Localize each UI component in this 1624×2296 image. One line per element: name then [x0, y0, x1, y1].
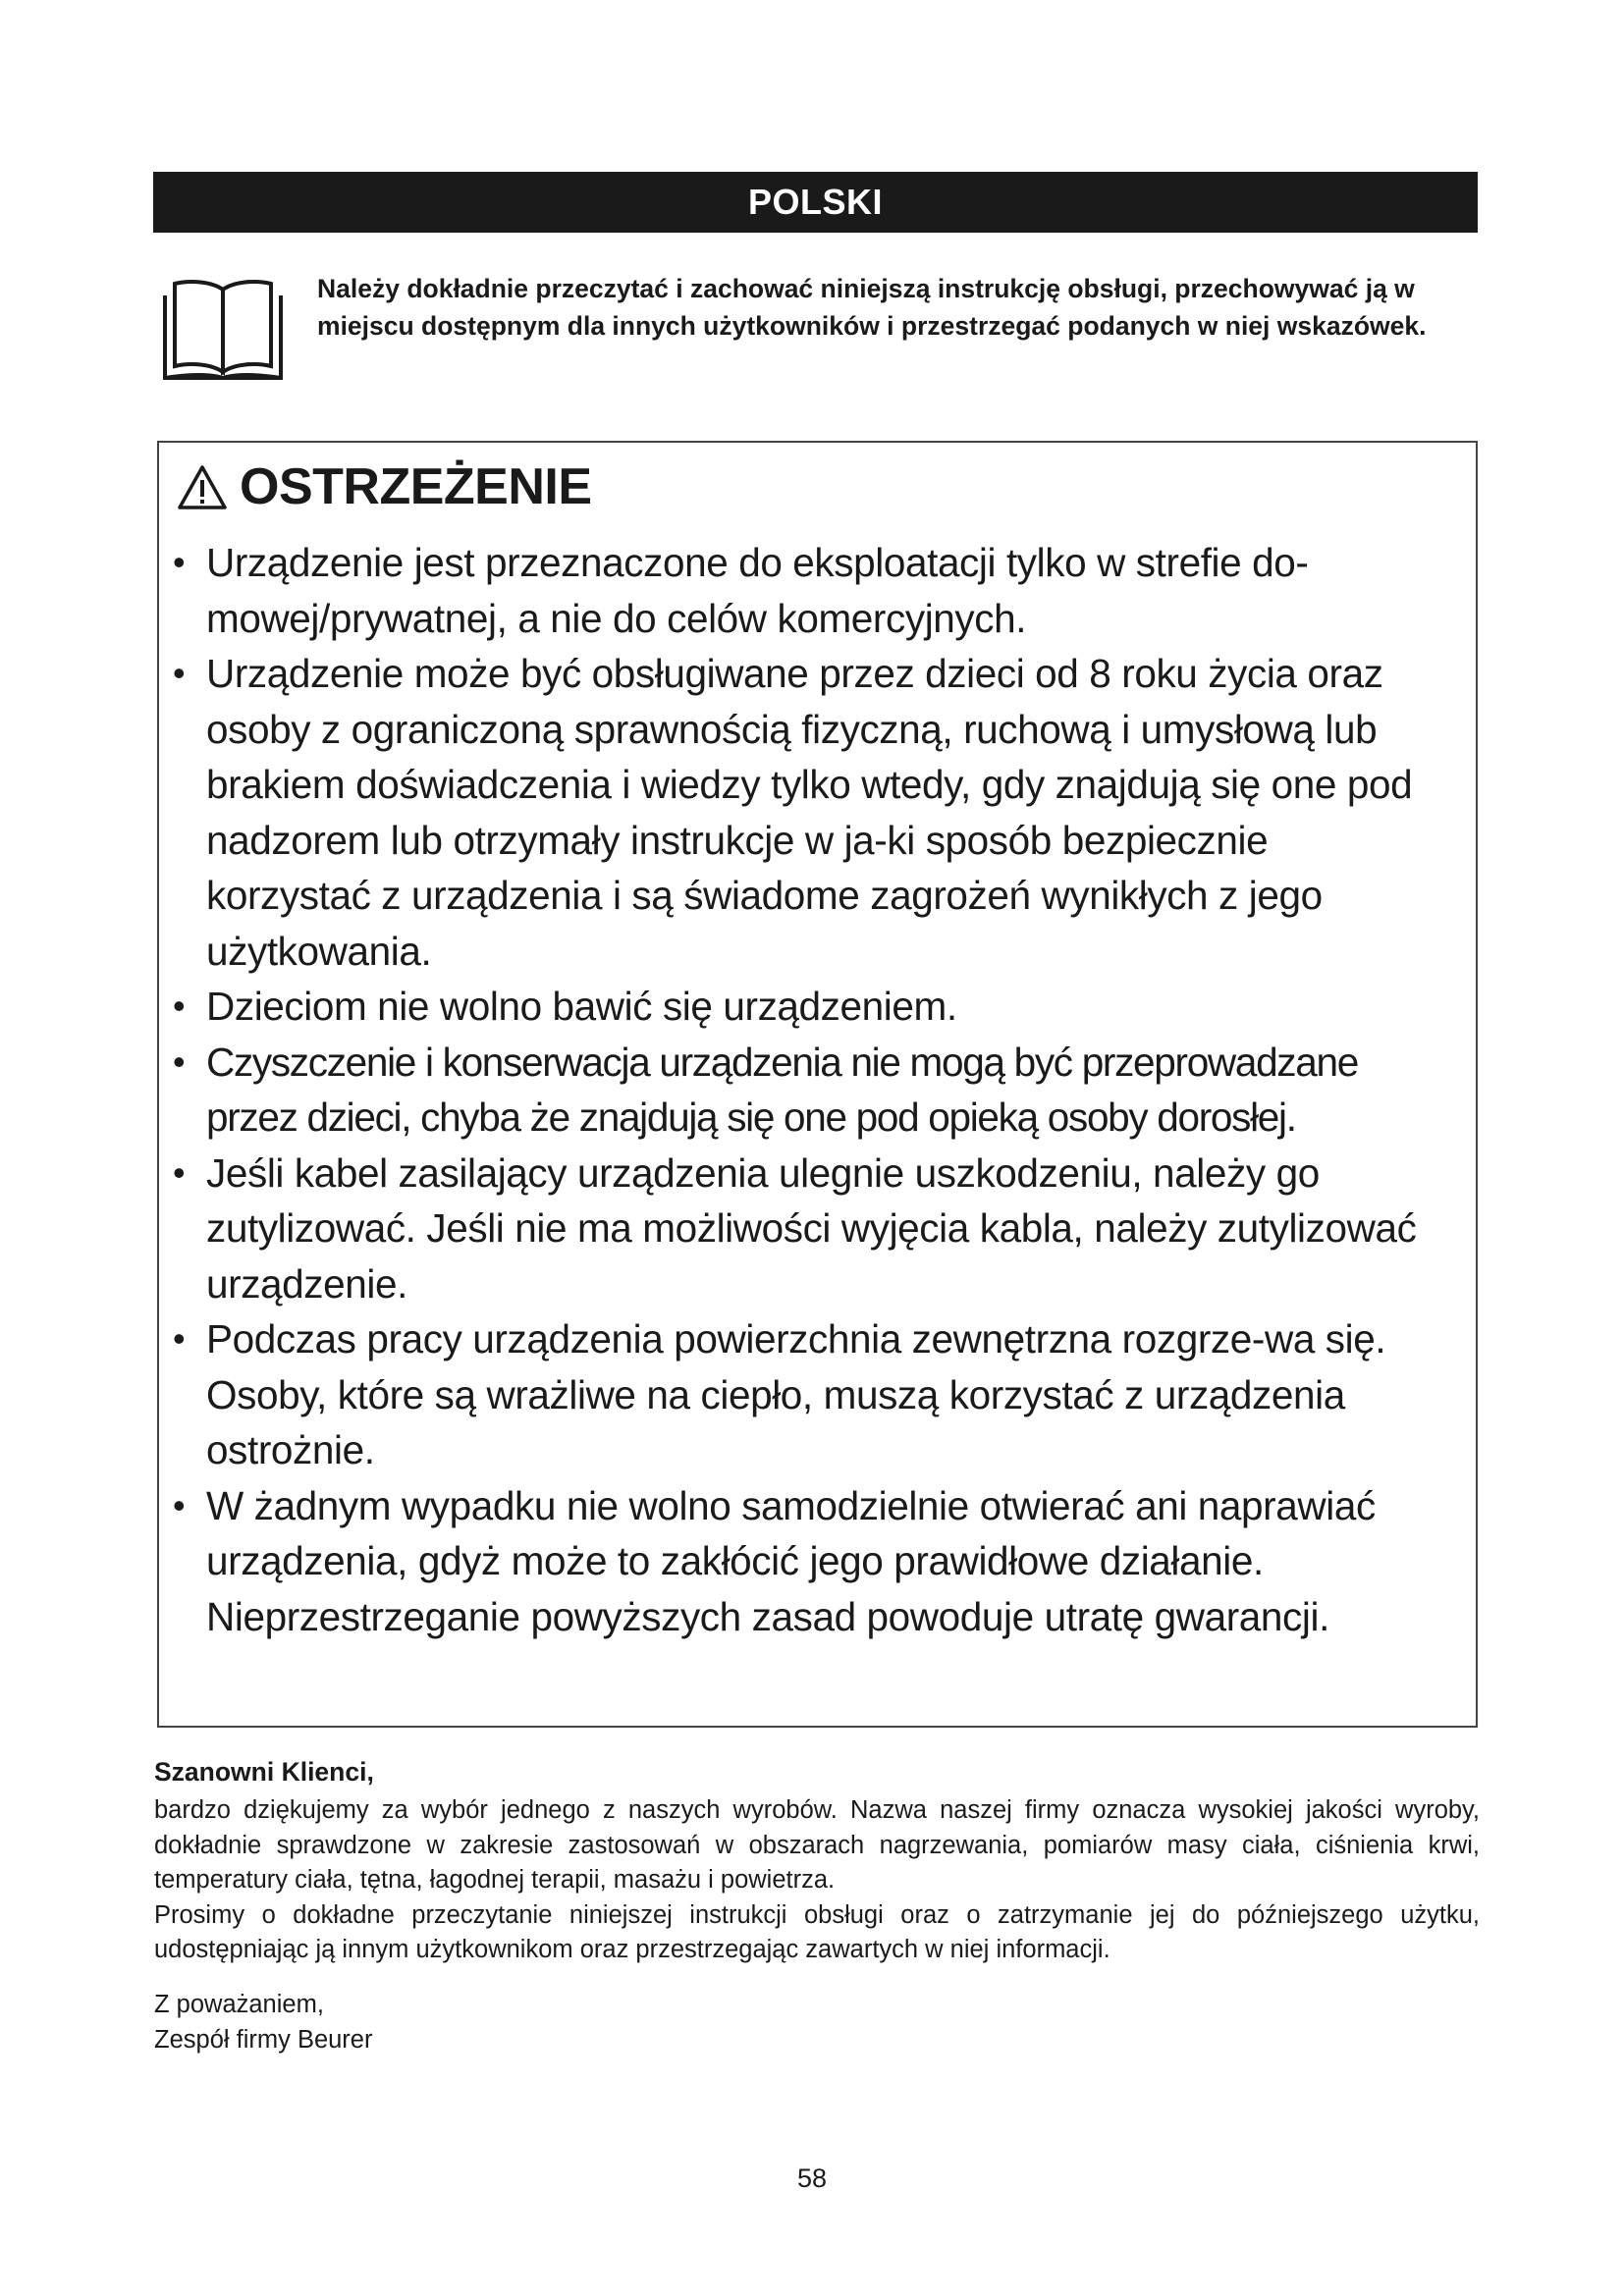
closing: Z poważaniem, — [154, 1991, 324, 2018]
bullet: • — [173, 542, 186, 582]
language-header: POLSKI — [153, 172, 1478, 233]
signature: Zespół firmy Beurer — [154, 2026, 373, 2054]
warning-item-text: Jeśli kabel zasilający urządzenia ulegnie uszkodzeniu, należy go zutylizować. Jeśli nie ma możliwości wyjęcia kabla, należy zutylizować urządzenie. — [206, 1149, 1417, 1307]
warning-item-text: Urządzenie może być obsługiwane przez dzieci od 8 roku życia oraz osoby z ograniczoną sprawnością fizyczną, ruchową i umysłową lub brakiem doświadczenia i wiedzy tylko wtedy, gdy znajdują się one pod nadzorem lub otrzymały instrukcje w ja-ki sposób bezpiecznie korzystać z urządzenia i są świadome zagrożeń wynikłych z jego użytkowania. — [206, 651, 1413, 974]
warning-item-text: Dzieciom nie wolno bawić się urządzeniem. — [206, 984, 957, 1029]
letter-signoff — [154, 1987, 372, 2057]
letter-paragraph: Prosimy o dokładne przeczytanie niniejszej instrukcji obsługi oraz o zatrzymanie jej do późniejszego użytku, udostępniając ją innym użytkownikom oraz przestrzegając zawartych w niej informacji. — [154, 1900, 1480, 1963]
warning-item — [159, 1478, 1480, 1645]
warning-item — [159, 1035, 1480, 1146]
salutation: Szanowni Klienci, — [154, 1757, 374, 1787]
warning-triangle-icon — [177, 463, 228, 510]
open-book-icon — [161, 276, 285, 382]
intro-text: Należy dokładnie przeczytać i zachować niniejszą instrukcję obsługi, przechowywać ją w miejscu dostępnym dla innych użytkowników i przestrzegać podanych w niej wskazówek. — [317, 274, 1427, 341]
warning-box — [157, 441, 1478, 1728]
warning-heading — [177, 453, 592, 521]
letter-body — [154, 1793, 1480, 1968]
warning-item — [159, 535, 1480, 646]
warning-item — [159, 646, 1480, 979]
bullet: • — [173, 1151, 186, 1193]
warning-title: OSTRZEŻENIE — [240, 458, 592, 515]
warning-item-text: Czyszczenie i konserwacja urządzenia nie mogą być przeprowadzane przez dzieci, chyba że znajdują się one pod opieką osoby dorosłej. — [206, 1039, 1358, 1140]
bullet: • — [173, 986, 186, 1026]
letter-paragraph: bardzo dziękujemy za wybór jednego z naszych wyrobów. Nazwa naszej firmy oznacza wysokiej jakości wyroby, dokładnie sprawdzone w zakresie zastosowań w obszarach nagrzewania, pomiarów masy ciała, ciśnienia krwi, temperatury ciała, tętna, łagodnej terapii, masażu i powietrza. — [154, 1796, 1480, 1894]
bullet: • — [173, 1041, 185, 1082]
warning-item-text: W żadnym wypadku nie wolno samodzielnie otwierać ani naprawiać urządzenia, gdyż może to zakłócić jego prawidłowe działanie. Nieprzestrzeganie powyższych zasad powoduje utratę gwarancji. — [206, 1482, 1376, 1639]
warning-item — [159, 979, 1480, 1035]
bullet: • — [173, 653, 186, 693]
warning-item — [159, 1146, 1480, 1312]
warning-item-text: Podczas pracy urządzenia powierzchnia zewnętrzna rozgrze-wa się. Osoby, które są wrażliwe na ciepło, muszą korzystać z urządzenia ostrożnie. — [206, 1316, 1386, 1472]
bullet: • — [173, 1484, 186, 1525]
bullet: • — [173, 1318, 186, 1359]
warning-item-text: Urządzenie jest przeznaczone do eksploatacji tylko w strefie do-mowej/prywatnej, a nie do celów komercyjnych. — [206, 540, 1309, 641]
warning-list — [159, 535, 1480, 1644]
page-number: 58 — [796, 2163, 828, 2193]
intro-section — [161, 270, 1482, 398]
warning-item — [159, 1311, 1480, 1478]
